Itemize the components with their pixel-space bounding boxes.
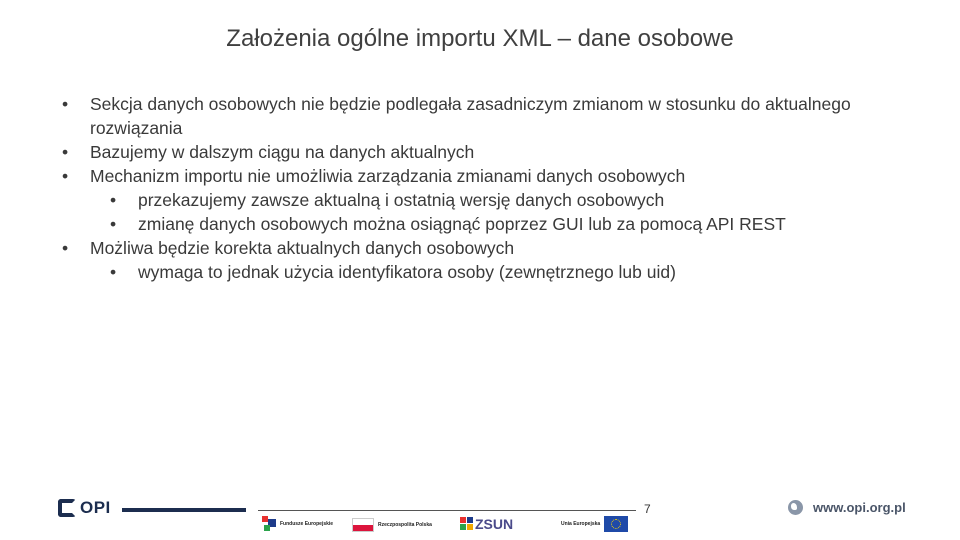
eu-flag-icon: [604, 516, 628, 532]
list-item-text: Możliwa będzie korekta aktualnych danych osobowych: [90, 238, 515, 258]
list-item: [62, 92, 902, 140]
list-item: [62, 140, 902, 164]
list-item-text: zmianę danych osobowych można osiągnąć poprzez GUI lub za pomocą API REST: [138, 214, 786, 234]
fundusze-europejskie-logo: [262, 516, 333, 532]
footer-divider-bold: [122, 508, 246, 512]
rzeczpospolita-polska-label: Rzeczpospolita Polska: [378, 522, 432, 528]
sub-list-item: [62, 212, 902, 236]
bullet-marker: •: [62, 94, 69, 114]
bullet-list: [62, 92, 902, 284]
bullet-marker: •: [62, 238, 69, 258]
opi-logo: [58, 498, 111, 518]
website-link[interactable]: [788, 500, 906, 515]
zsun-label: ZSUN: [475, 516, 514, 532]
polish-flag-icon: [352, 518, 374, 532]
slide-footer: [0, 490, 960, 540]
funding-logos-strip: [262, 516, 632, 538]
rzeczpospolita-polska-logo: [352, 518, 432, 532]
bullet-marker: •: [110, 190, 117, 210]
unia-europejska-label: Unia Europejska: [561, 521, 601, 527]
zsun-logo: [460, 516, 513, 532]
sub-list-item: [62, 260, 902, 284]
opi-logo-text: OPI: [80, 498, 111, 517]
list-item: [62, 236, 902, 260]
bullet-marker: •: [62, 142, 69, 162]
list-item-text: Sekcja danych osobowych nie będzie podlegała zasadniczym zmianom w stosunku do aktualnego rozwiązania: [90, 94, 851, 138]
unia-europejska-logo: [557, 516, 628, 532]
zsun-icon: [460, 517, 474, 531]
fundusze-europejskie-icon: [262, 516, 276, 532]
bullet-marker: •: [110, 214, 117, 234]
website-url[interactable]: www.opi.org.pl: [813, 500, 906, 515]
footer-divider-thin: [258, 510, 636, 511]
bullet-marker: •: [62, 166, 69, 186]
globe-icon: [788, 500, 803, 515]
page-number: 7: [644, 502, 651, 516]
fundusze-europejskie-label: Fundusze Europejskie: [280, 521, 334, 527]
opi-logo-icon: [58, 499, 76, 517]
slide-title: Założenia ogólne importu XML – dane osobowe: [226, 25, 734, 52]
list-item-text: Bazujemy w dalszym ciągu na danych aktualnych: [90, 142, 475, 162]
list-item-text: Mechanizm importu nie umożliwia zarządzania zmianami danych osobowych: [90, 166, 686, 186]
list-item: [62, 164, 902, 188]
sub-list-item: [62, 188, 902, 212]
list-item-text: wymaga to jednak użycia identyfikatora osoby (zewnętrznego lub uid): [138, 262, 676, 282]
bullet-marker: •: [110, 262, 117, 282]
list-item-text: przekazujemy zawsze aktualną i ostatnią wersję danych osobowych: [138, 190, 665, 210]
